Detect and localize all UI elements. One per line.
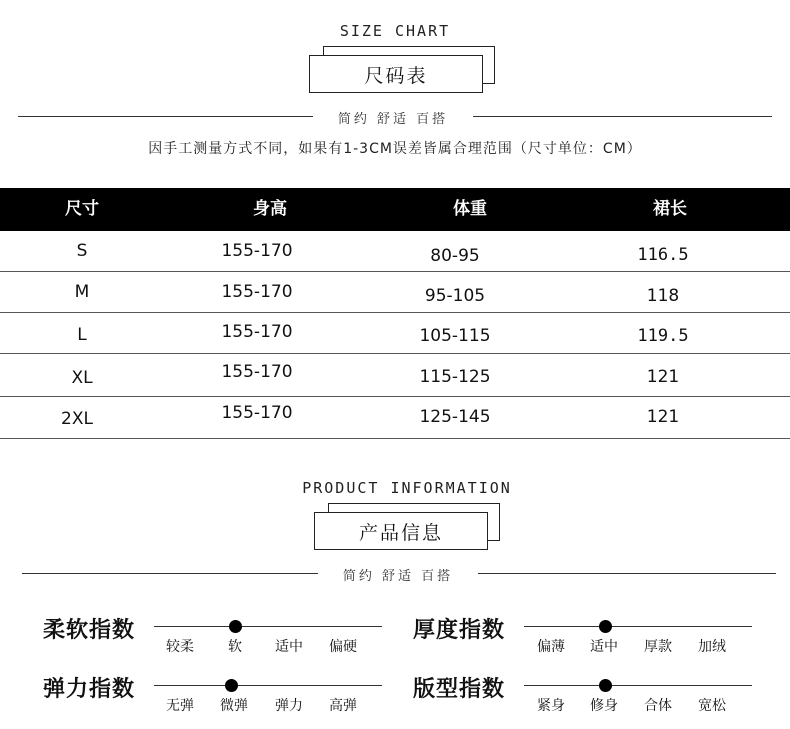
- cell-height: 155-170: [221, 282, 293, 302]
- table-row: [0, 231, 790, 272]
- fit-indicator-dot: [599, 679, 612, 692]
- cell-skirt-length: 121: [646, 407, 680, 427]
- cell-height: 155-170: [221, 322, 293, 342]
- cell-size: 2XL: [61, 409, 93, 429]
- softness-indicator-dot: [229, 620, 242, 633]
- cell-weight: 125-145: [419, 407, 491, 427]
- cell-height: 155-170: [221, 241, 293, 261]
- table-header: [0, 188, 790, 231]
- cell-weight: 105-115: [419, 326, 491, 346]
- softness-level: 适中: [275, 639, 303, 655]
- cell-skirt-length: 119.5: [637, 326, 689, 346]
- elasticity-scale-line: [154, 685, 382, 686]
- thickness-index-title: 厚度指数: [413, 618, 506, 643]
- fit-scale-line: [524, 685, 752, 686]
- table-row: [0, 313, 790, 354]
- cell-skirt-length: 121: [646, 367, 680, 387]
- cell-weight: 80-95: [430, 246, 480, 266]
- product-tagline: 简约 舒适 百搭: [342, 569, 454, 584]
- product-info-cn-title: 产品信息: [314, 512, 488, 550]
- cell-size: XL: [71, 368, 93, 388]
- elasticity-level: 无弹: [166, 698, 194, 714]
- fit-index-title: 版型指数: [413, 677, 506, 702]
- divider-left: [22, 573, 318, 574]
- cell-size: S: [76, 241, 88, 261]
- thickness-level: 加绒: [698, 639, 726, 655]
- header-skirt-length: 裙长: [653, 199, 687, 219]
- thickness-indicator-dot: [599, 620, 612, 633]
- softness-index-title: 柔软指数: [43, 618, 136, 643]
- cell-skirt-length: 116.5: [637, 245, 689, 265]
- fit-level: 修身: [590, 698, 618, 714]
- elasticity-level: 弹力: [275, 698, 303, 714]
- thickness-scale-line: [524, 626, 752, 627]
- cell-weight: 95-105: [424, 286, 486, 306]
- fit-level: 紧身: [537, 698, 565, 714]
- softness-level: 软: [228, 639, 242, 655]
- cell-height: 155-170: [221, 362, 293, 382]
- elasticity-level: 高弹: [329, 698, 357, 714]
- size-tagline: 简约 舒适 百搭: [337, 112, 449, 127]
- thickness-level: 厚款: [644, 639, 672, 655]
- elasticity-indicator-dot: [225, 679, 238, 692]
- thickness-level: 适中: [590, 639, 618, 655]
- elasticity-level: 微弹: [220, 698, 248, 714]
- size-chart-en-title: SIZE CHART: [339, 22, 451, 40]
- size-chart-cn-title: 尺码表: [309, 55, 483, 93]
- thickness-level: 偏薄: [537, 639, 565, 655]
- measurement-note: 因手工测量方式不同，如果有1-3CM误差皆属合理范围（尺寸单位：CM）: [148, 141, 642, 157]
- softness-level: 较柔: [166, 639, 194, 655]
- cell-size: L: [77, 325, 87, 345]
- divider-right: [478, 573, 776, 574]
- table-row: [0, 272, 790, 313]
- fit-level: 合体: [644, 698, 672, 714]
- table-row: [0, 398, 790, 439]
- divider-left: [18, 116, 313, 117]
- header-height: 身高: [253, 199, 287, 219]
- fit-level: 宽松: [698, 698, 726, 714]
- header-weight: 体重: [453, 199, 487, 219]
- divider-right: [473, 116, 772, 117]
- table-row: [0, 356, 790, 397]
- cell-skirt-length: 118: [646, 286, 680, 306]
- header-size: 尺寸: [65, 199, 99, 219]
- elasticity-index-title: 弹力指数: [43, 677, 136, 702]
- softness-scale-line: [154, 626, 382, 627]
- cell-size: M: [74, 282, 90, 302]
- cell-weight: 115-125: [419, 367, 491, 387]
- cell-height: 155-170: [221, 403, 293, 423]
- softness-level: 偏硬: [329, 639, 357, 655]
- product-info-en-title: PRODUCT INFORMATION: [302, 479, 512, 497]
